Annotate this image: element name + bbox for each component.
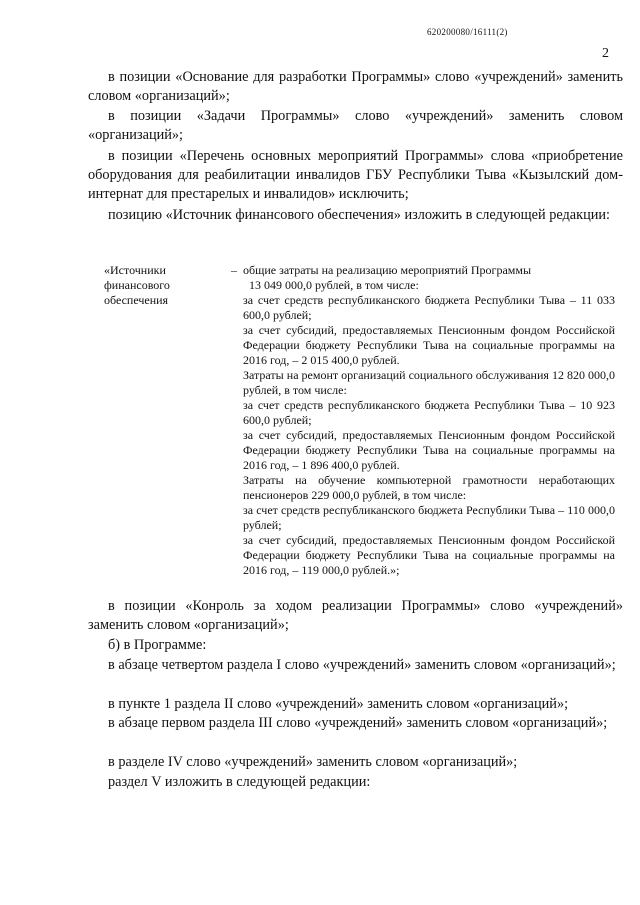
- funding-line: за счет средств республиканского бюджета Республики Тыва – 10 923 600,0 рублей;: [243, 398, 615, 427]
- paragraph-section-5: раздел V изложить в следующей редакции:: [108, 774, 371, 790]
- funding-line: общие затраты на реализацию мероприятий Программы: [243, 263, 532, 277]
- paragraph-activities: в позиции «Перечень основных мероприятий Программы» слова «приобретение оборудования для реабилитации инвалидов ГБУ Республики Тыва «Кызылский дом-интернат для престарелых и инвалидов» исключить;: [88, 148, 623, 202]
- funding-table-dash: –: [231, 263, 237, 277]
- funding-line: за счет субсидий, предоставляемых Пенсионным фондом Российской Федерации бюджету Республики Тыва на социальные программы на 2016 год, – 119 000,0 рублей.»;: [243, 533, 615, 577]
- paragraph-section-3: в абзаце первом раздела III слово «учреждений» заменить словом «организаций»;: [108, 715, 608, 731]
- funding-line: за счет средств республиканского бюджета Республики Тыва – 110 000,0 рублей;: [243, 503, 615, 532]
- funding-line: за счет субсидий, предоставляемых Пенсионным фондом Российской Федерации бюджету Республики Тыва на социальные программы на 2016 год, – 2 015 400,0 рублей.: [243, 323, 615, 367]
- funding-line: Затраты на обучение компьютерной грамотности неработающих пенсионеров 229 000,0 рублей, в том числе:: [243, 473, 615, 502]
- paragraph-program-heading: б) в Программе:: [108, 637, 207, 653]
- funding-line: за счет средств республиканского бюджета Республики Тыва – 11 033 600,0 рублей;: [243, 293, 615, 322]
- page-number: 2: [602, 46, 609, 61]
- funding-table-content: [243, 263, 615, 578]
- paragraph-section-4: в разделе IV слово «учреждений» заменить словом «организаций»;: [108, 754, 518, 770]
- paragraph-tasks: в позиции «Задачи Программы» слово «учреждений» заменить словом «организаций»;: [88, 108, 623, 143]
- funding-line: за счет субсидий, предоставляемых Пенсионным фондом Российской Федерации бюджету Республики Тыва на социальные программы на 2016 год, – 1 896 400,0 рублей.: [243, 428, 615, 472]
- document-id: 620200080/16111(2): [427, 27, 508, 37]
- paragraph-funding-source: позицию «Источник финансового обеспечения» изложить в следующей редакции:: [108, 207, 611, 223]
- paragraph-basis: в позиции «Основание для разработки Программы» слово «учреждений» заменить словом «организаций»;: [88, 69, 623, 104]
- paragraph-section-2: в пункте 1 раздела II слово «учреждений» заменить словом «организаций»;: [108, 696, 569, 712]
- paragraph-section-1: в абзаце четвертом раздела I слово «учреждений» заменить словом «организаций»;: [108, 657, 616, 673]
- paragraph-control: в позиции «Конроль за ходом реализации Программы» слово «учреждений» заменить словом «организаций»;: [88, 598, 623, 633]
- funding-table-label: «Источники финансового обеспечения: [104, 263, 170, 307]
- funding-line: 13 049 000,0 рублей, в том числе:: [249, 278, 419, 292]
- funding-line: Затраты на ремонт организаций социального обслуживания 12 820 000,0 рублей, в том числе:: [243, 368, 615, 397]
